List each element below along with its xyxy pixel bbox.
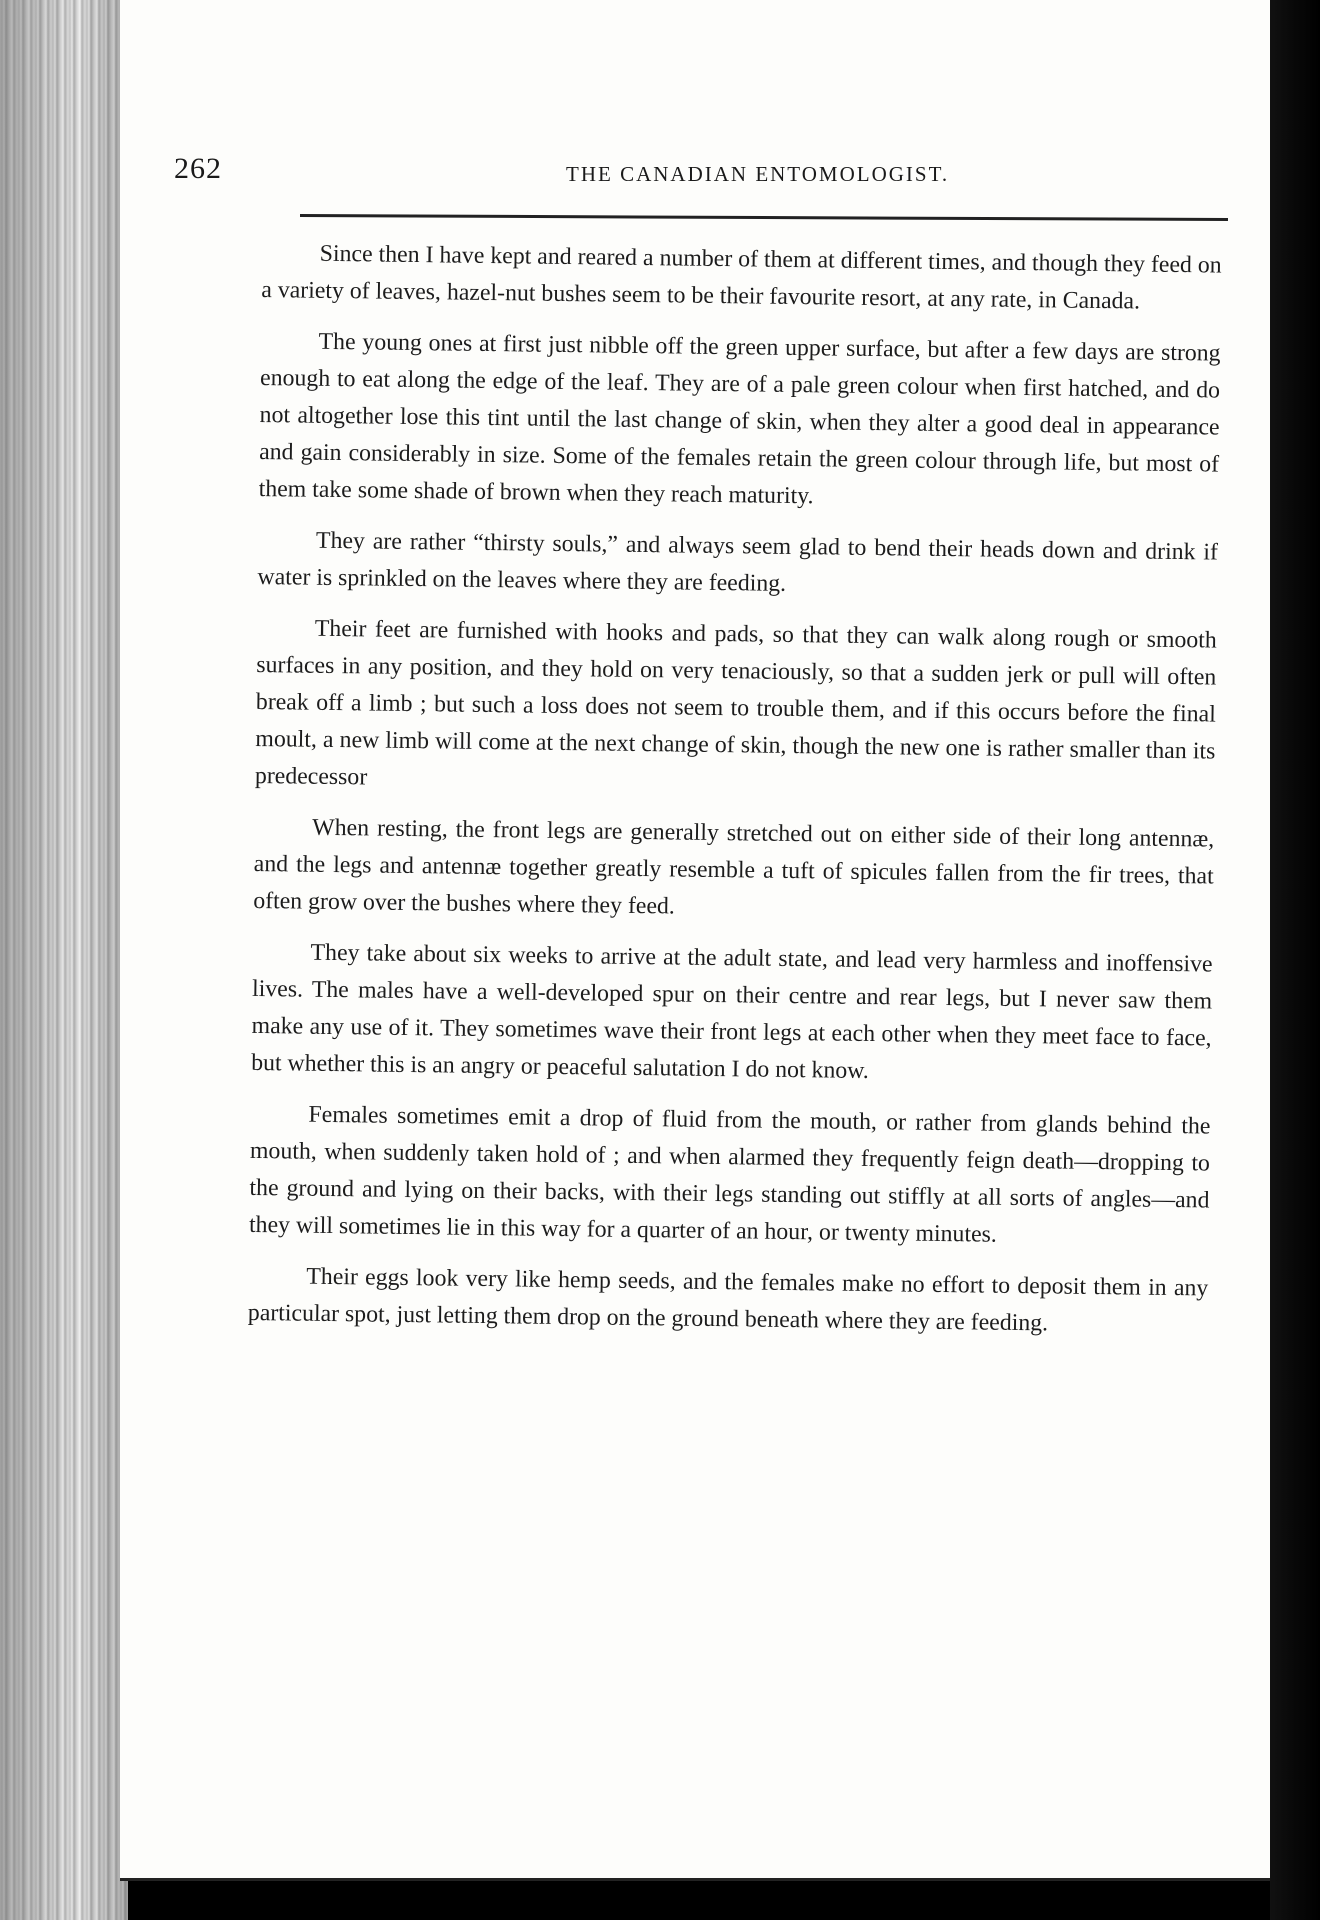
paragraph: Their feet are furnished with hooks and pads, so that they can walk along rough or smooth surfaces in any position, and they hold on very tenaciously, so that a sudden jerk or pull will often break off a limb ; but such a loss does not seem to trouble them, and if this occurs before the final moult, a new limb will come at the next change of skin, though the new one is rather smaller than its predecessor [254, 615, 1217, 791]
paragraph: Since then I have kept and reared a number of them at different times, and though they feed on a variety of leaves, hazel-nut bushes seem to be their favourite resort, at any rate, in Canada. [261, 240, 1222, 315]
paragraph: When resting, the front legs are generally stretched out on either side of their long antennæ, and the legs and antennæ together greatly resemble a tuft of spicules fallen from the fir trees, that often grow over the bushes where they feed. [253, 814, 1215, 920]
paragraph: They are rather “thirsty souls,” and always seem glad to bend their heads down and drink if water is sprinkled on the leaves where they are feeding. [257, 527, 1219, 597]
page-number: 262 [174, 152, 222, 185]
running-title: THE CANADIAN ENTOMOLOGIST. [566, 162, 950, 186]
paragraph: The young ones at first just nibble off the green upper surface, but after a few days are strong enough to eat along the edge of the leaf. They are of a pale green colour when first hatched, and do not altogether lose this tint until the last change of skin, when they alter a good deal in appearance and gain considerably in size. Some of the females retain the green colour through life, but most of them take some shade of brown when they reach maturity. [258, 328, 1221, 510]
paragraph: Females sometimes emit a drop of fluid from the mouth, or rather from glands behind the mouth, when suddenly taken hold of ; and when alarmed they frequently feign death—dropping to the ground and lying on their backs, with their legs standing out stiffly at all sorts of angles—and they will sometimes lie in this way for a quarter of an hour, or twenty minutes. [248, 1101, 1211, 1248]
right-scan-edge [1270, 0, 1320, 1920]
article-body [247, 235, 1221, 1358]
paragraph: Their eggs look very like hemp seeds, and the females make no effort to deposit them in any particular spot, just letting them drop on the ground beneath where they are feeding. [247, 1263, 1209, 1337]
gutter-shadow [0, 0, 128, 1920]
paragraph: They take about six weeks to arrive at the adult state, and lead very harmless and inoffensive lives. The males have a well-developed spur on their centre and rear legs, but I never saw them make any use of it. They sometimes wave their front legs at each other when they meet face to face, but whether this is an angry or peaceful salutation I do not know. [250, 939, 1213, 1085]
